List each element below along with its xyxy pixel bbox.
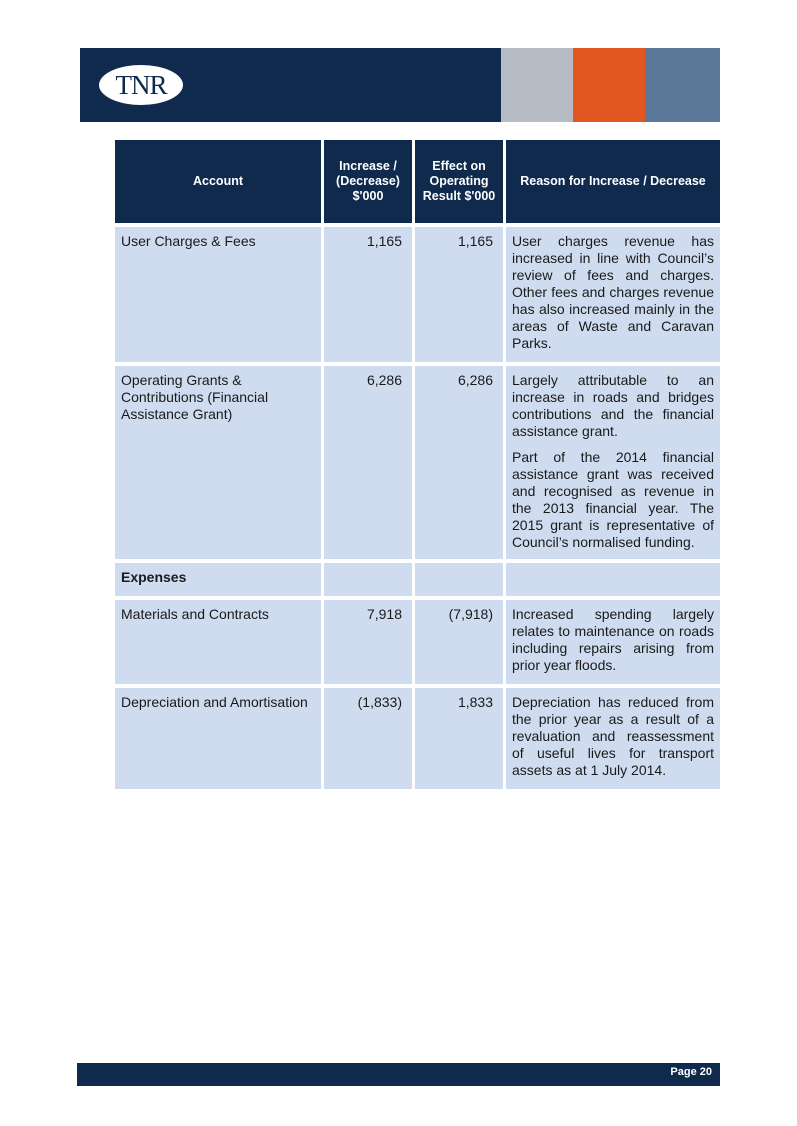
reason-paragraph: Depreciation has reduced from the prior year as a result of a revaluation and reassessment of useful lives for transport assets as at 1 July 2014. <box>512 694 714 778</box>
table-row <box>115 688 720 789</box>
table-header-row <box>115 140 720 223</box>
increase-cell: 7,918 <box>324 600 412 684</box>
col-header-effect: Effect on Operating Result $'000 <box>415 140 503 223</box>
col-header-account: Account <box>115 140 321 223</box>
empty-cell <box>415 563 503 596</box>
reason-paragraph: Increased spending largely relates to maintenance on roads including repairs arising from prior year floods. <box>512 606 714 673</box>
effect-cell: 1,165 <box>415 227 503 362</box>
reason-cell <box>506 366 720 559</box>
account-cell: Materials and Contracts <box>115 600 321 684</box>
reason-paragraph: User charges revenue has increased in line with Council’s review of fees and charges. Other fees and charges revenue has also increased mainly in the areas of Waste and Caravan Parks. <box>512 233 714 351</box>
reason-cell <box>506 688 720 789</box>
reason-paragraph: Part of the 2014 financial assistance grant was received and recognised as revenue in the 2013 financial year. The 2015 grant is representative of Council’s normalised funding. <box>512 449 714 550</box>
tnr-logo <box>98 64 184 106</box>
page-number: Page 20 <box>670 1066 712 1078</box>
banner-grey-block <box>501 48 573 122</box>
footer-bar <box>77 1063 720 1086</box>
empty-cell <box>324 563 412 596</box>
reason-cell <box>506 600 720 684</box>
account-cell: Operating Grants & Contributions (Financial Assistance Grant) <box>115 366 321 559</box>
effect-cell: 6,286 <box>415 366 503 559</box>
effect-cell: (7,918) <box>415 600 503 684</box>
table-row <box>115 600 720 684</box>
table-row <box>115 366 720 559</box>
banner-orange-block <box>573 48 645 122</box>
logo-text: TNR <box>115 69 167 100</box>
col-header-increase: Increase / (Decrease) $'000 <box>324 140 412 223</box>
reason-paragraph: Largely attributable to an increase in roads and bridges contributions and the financial assistance grant. <box>512 372 714 439</box>
reason-cell <box>506 227 720 362</box>
effect-cell: 1,833 <box>415 688 503 789</box>
table-row <box>115 227 720 362</box>
account-cell: Depreciation and Amortisation <box>115 688 321 789</box>
banner-steel-block <box>645 48 720 122</box>
empty-cell <box>506 563 720 596</box>
col-header-reason: Reason for Increase / Decrease <box>506 140 720 223</box>
section-heading-row <box>115 563 720 596</box>
increase-cell: 1,165 <box>324 227 412 362</box>
banner-navy-block <box>80 48 501 122</box>
account-cell: User Charges & Fees <box>115 227 321 362</box>
increase-cell: 6,286 <box>324 366 412 559</box>
increase-cell: (1,833) <box>324 688 412 789</box>
section-heading-expenses: Expenses <box>115 563 321 596</box>
header-banner <box>80 48 720 122</box>
